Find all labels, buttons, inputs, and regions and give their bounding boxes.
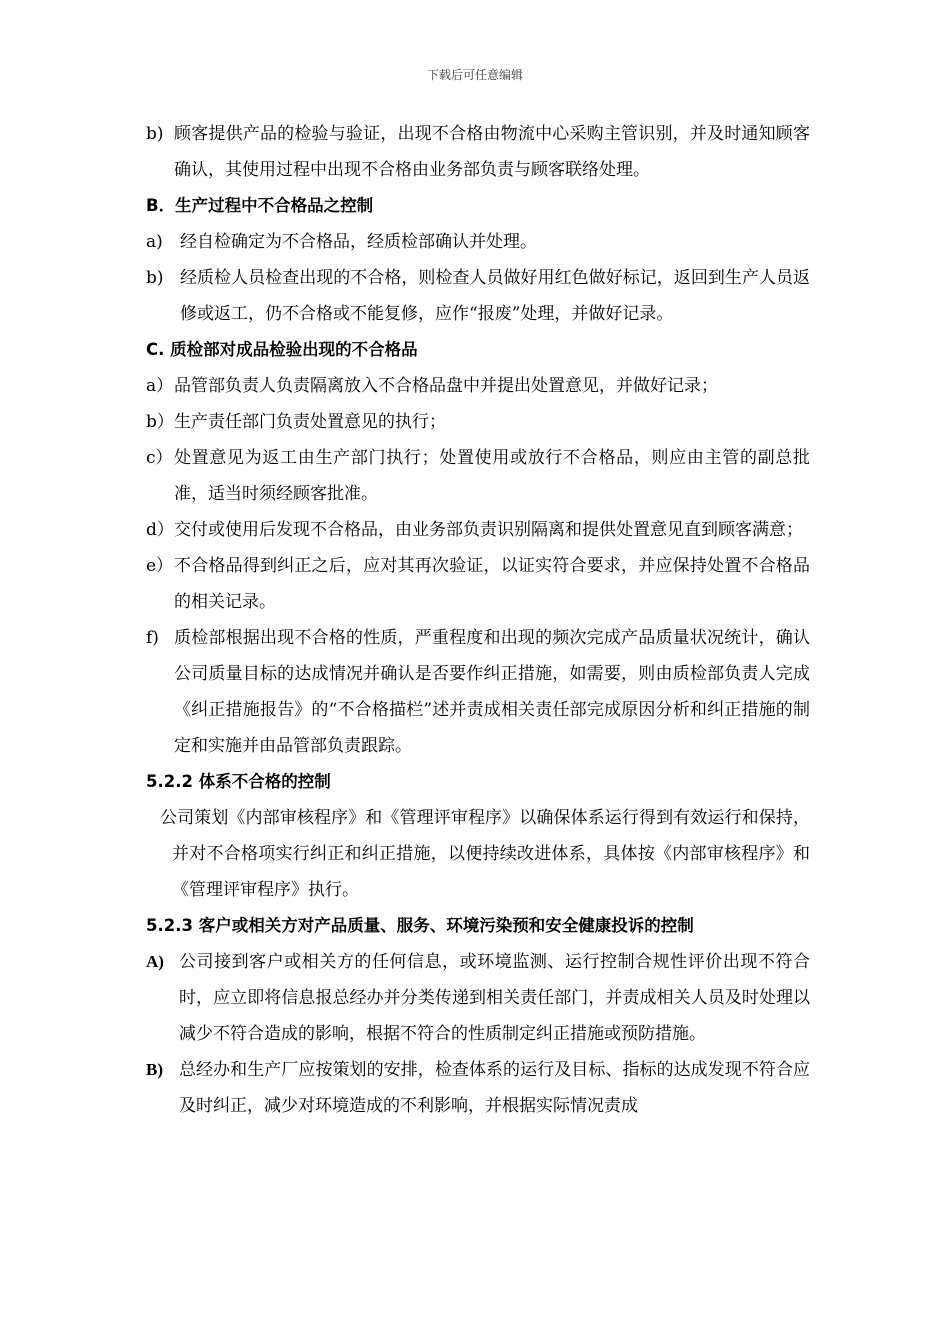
list-item xyxy=(146,260,810,332)
list-item xyxy=(146,116,810,188)
item-text: 品管部负责人负责隔离放入不合格品盘中并提出处置意见，并做好记录； xyxy=(174,376,718,396)
section-heading: 5.2.2 体系不合格的控制 xyxy=(146,772,331,791)
list-item xyxy=(146,404,810,440)
item-text: 不合格品得到纠正之后，应对其再次验证，以证实符合要求，并应保持处置不合格品的相关记录。 xyxy=(174,556,810,612)
item-label: B) xyxy=(146,1060,163,1079)
section-heading: C. 质检部对成品检验出现的不合格品 xyxy=(146,340,418,359)
item-label: c） xyxy=(146,448,173,468)
item-label: b) xyxy=(146,268,164,288)
item-text: 顾客提供产品的检验与验证，出现不合格由物流中心采购主管识别，并及时通知顾客确认，其使用过程中出现不合格由业务部负责与顾客联络处理。 xyxy=(174,124,810,180)
item-label: e） xyxy=(146,556,174,576)
page-header: 下载后可任意编辑 xyxy=(426,68,523,82)
list-item xyxy=(146,944,810,1052)
item-label: a) xyxy=(146,232,163,252)
section-heading: B．生产过程中不合格品之控制 xyxy=(146,196,374,215)
list-item xyxy=(146,224,810,260)
item-label: b） xyxy=(146,412,174,432)
item-text: 质检部根据出现不合格的性质，严重程度和出现的频次完成产品质量状况统计，确认公司质量目标的达成情况并确认是否要作纠正措施，如需要，则由质检部负责人完成《纠正措施报告》的“不合格描栏”述并责成相关责任部完成原因分析和纠正措施的制定和实施并由品管部负责跟踪。 xyxy=(174,628,810,756)
list-item xyxy=(146,548,810,620)
item-label: b) xyxy=(146,124,164,144)
item-text: 经自检确定为不合格品，经质检部确认并处理。 xyxy=(180,232,537,252)
section-heading: 5.2.3 客户或相关方对产品质量、服务、环境污染预和安全健康投诉的控制 xyxy=(146,916,694,935)
list-item xyxy=(146,620,810,764)
item-text: 处置意见为返工由生产部门执行；处置使用或放行不合格品，则应由主管的副总批准，适当时须经顾客批准。 xyxy=(174,448,810,504)
item-label: f) xyxy=(146,628,159,648)
item-text: 经质检人员检查出现的不合格，则检查人员做好用红色做好标记，返回到生产人员返修或返工，仍不合格或不能复修，应作“报废”处理，并做好记录。 xyxy=(180,268,810,324)
document-body xyxy=(146,116,810,1124)
list-item xyxy=(146,440,810,512)
item-label: a） xyxy=(146,376,174,396)
item-text: 交付或使用后发现不合格品，由业务部负责识别隔离和提供处置意见直到顾客满意； xyxy=(174,520,803,540)
item-text: 生产责任部门负责处置意见的执行； xyxy=(174,412,446,432)
paragraph: 公司策划《内部审核程序》和《管理评审程序》以确保体系运行得到有效运行和保持，并对不合格项实行纠正和纠正措施，以便持续改进体系，具体按《内部审核程序》和《管理评审程序》执行。 xyxy=(160,808,810,900)
list-item xyxy=(146,1052,810,1124)
item-label: A) xyxy=(146,952,164,971)
item-text: 总经办和生产厂应按策划的安排，检查体系的运行及目标、指标的达成发现不符合应及时纠正，减少对环境造成的不利影响，并根据实际情况责成 xyxy=(179,1060,810,1116)
item-label: d） xyxy=(146,520,174,540)
list-item xyxy=(146,512,810,548)
list-item xyxy=(146,368,810,404)
item-text: 公司接到客户或相关方的任何信息，或环境监测、运行控制合规性评价出现不符合时，应立即将信息报总经办并分类传递到相关责任部门，并责成相关人员及时处理以减少不符合造成的影响，根据不符合的性质制定纠正措施或预防措施。 xyxy=(179,952,810,1044)
